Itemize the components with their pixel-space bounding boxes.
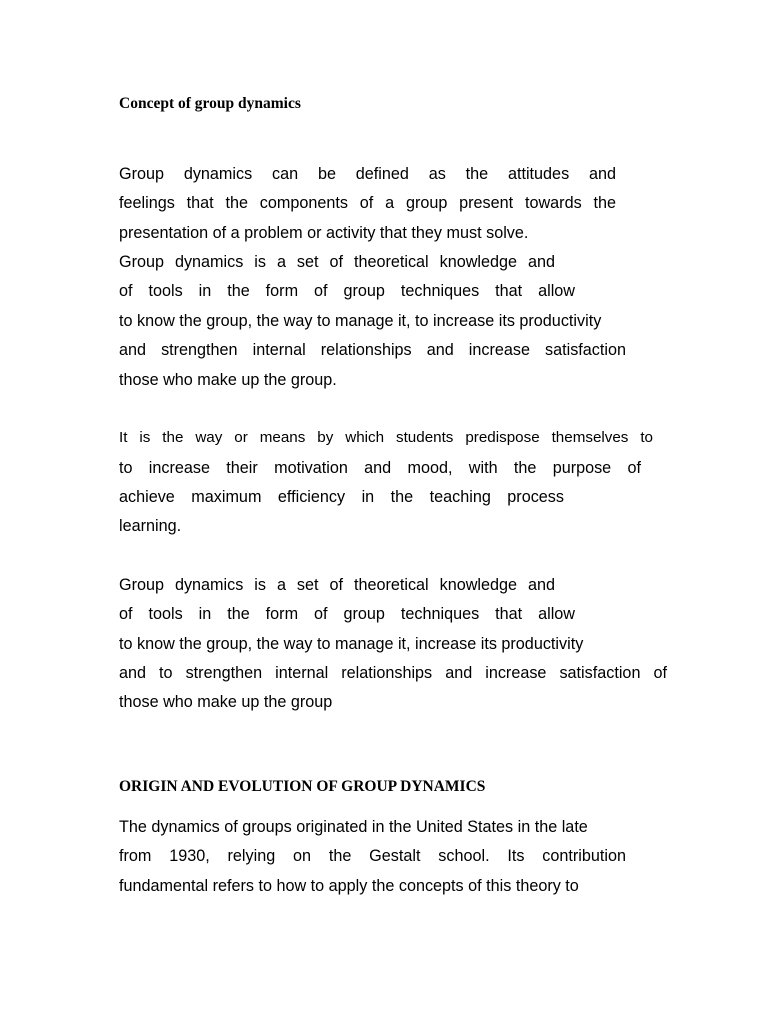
text-line: and strengthen internal relationships and increase satisfaction [119, 341, 626, 359]
text-line: of tools in the form of group techniques that allow [119, 605, 575, 623]
document-title: Concept of group dynamics [119, 95, 301, 112]
text-line: to know the group, the way to manage it, to increase its productivity [119, 312, 602, 330]
text-line: achieve maximum efficiency in the teaching process [119, 488, 564, 506]
text-line: The dynamics of groups originated in the United States in the late [119, 818, 588, 836]
text-line: feelings that the components of a group present towards the [119, 194, 616, 212]
text-line: to increase their motivation and mood, with the purpose of [119, 459, 641, 477]
text-line: to know the group, the way to manage it, increase its productivity [119, 635, 584, 653]
text-line: those who make up the group. [119, 371, 337, 389]
text-line: presentation of a problem or activity that they must solve. [119, 224, 529, 242]
text-line: those who make up the group [119, 693, 333, 711]
text-line: Group dynamics is a set of theoretical knowledge and [119, 253, 555, 271]
section-heading: ORIGIN AND EVOLUTION OF GROUP DYNAMICS [119, 778, 486, 795]
text-line: learning. [119, 517, 182, 535]
text-line: It is the way or means by which students predispose themselves to [119, 429, 653, 446]
text-line: fundamental refers to how to apply the concepts of this theory to [119, 877, 579, 895]
text-line: from 1930, relying on the Gestalt school. Its contribution [119, 847, 626, 865]
text-line: of tools in the form of group techniques that allow [119, 282, 575, 300]
text-line: and to strengthen internal relationships and increase satisfaction of [119, 664, 667, 682]
text-line: Group dynamics can be defined as the attitudes and [119, 165, 616, 183]
text-line: Group dynamics is a set of theoretical knowledge and [119, 576, 555, 594]
